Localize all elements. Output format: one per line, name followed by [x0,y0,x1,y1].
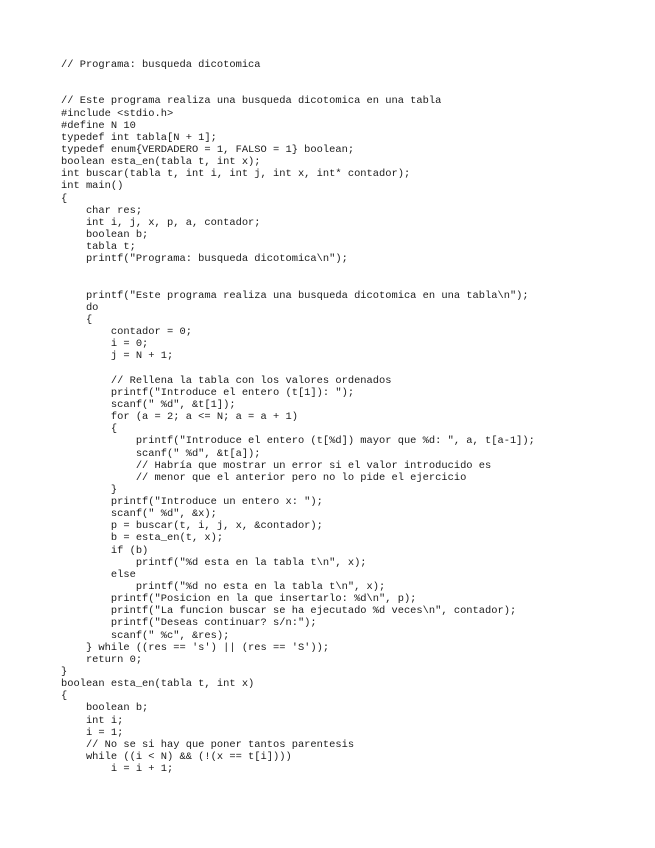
code-line: printf("Introduce el entero (t[%d]) mayor que %d: ", a, t[a-1]); [61,435,535,448]
code-line: { [61,313,93,326]
code-line: // Este programa realiza una busqueda dicotomica en una tabla [61,95,442,108]
code-line: // Habría que mostrar un error si el valor introducido es [61,459,492,472]
code-line: scanf(" %d", &x); [61,508,217,521]
code-line: printf("Introduce un entero x: "); [61,496,323,509]
code-line: contador = 0; [61,326,192,339]
code-line: boolean b; [61,228,149,241]
code-line: #define N 10 [61,119,136,132]
code-line: printf("%d esta en la tabla t\n", x); [61,556,367,569]
code-line: } while ((res == 's') || (res == 'S')); [61,641,330,654]
code-line: typedef enum{VERDADERO = 1, FALSO = 1} boolean; [61,143,355,156]
code-line: #include <stdio.h> [61,107,174,120]
code-line: return 0; [61,653,143,666]
code-line: printf("La funcion buscar se ha ejecutado %d veces\n", contador); [61,605,517,618]
code-line: printf("Introduce el entero (t[1]): "); [61,386,355,399]
code-line [61,278,535,290]
code-line: boolean b; [61,702,149,715]
code-line [61,83,535,95]
code-line: // menor que el anterior pero no lo pide el ejercicio [61,471,467,484]
code-line [61,71,535,83]
code-line: int i; [61,714,124,727]
code-line: i = 0; [61,338,149,351]
code-line: scanf(" %c", &res); [61,629,230,642]
code-line: } [61,666,68,679]
code-line: boolean esta_en(tabla t, int x) [61,678,255,691]
code-line: i = i + 1; [61,763,174,776]
code-line: printf("Deseas continuar? s/n:"); [61,617,317,630]
code-line: // Rellena la tabla con los valores ordenados [61,374,392,387]
code-line: printf("%d no esta en la tabla t\n", x); [61,581,386,594]
code-line: scanf(" %d", &t[1]); [61,398,236,411]
source-code-listing [61,59,535,775]
code-line: { [61,192,68,205]
code-line: boolean esta_en(tabla t, int x); [61,156,261,169]
code-line: int i, j, x, p, a, contador; [61,216,261,229]
code-line: int buscar(tabla t, int i, int j, int x, int* contador); [61,168,411,181]
code-line: j = N + 1; [61,350,174,363]
code-line: printf("Este programa realiza una busqueda dicotomica en una tabla\n"); [61,289,529,302]
code-line: printf("Programa: busqueda dicotomica\n"); [61,253,348,266]
code-line: char res; [61,204,143,217]
code-line: printf("Posicion en la que insertarlo: %d\n", p); [61,593,417,606]
code-line: scanf(" %d", &t[a]); [61,447,261,460]
code-line: tabla t; [61,241,136,254]
code-line: int main() [61,180,124,193]
code-line: b = esta_en(t, x); [61,532,224,545]
code-line: typedef int tabla[N + 1]; [61,131,217,144]
code-line: // Programa: busqueda dicotomica [61,59,261,71]
code-line: i = 1; [61,726,124,739]
code-line: { [61,690,68,703]
code-line [61,265,535,277]
code-line: // No se si hay que poner tantos parentesis [61,738,355,751]
code-line: while ((i < N) && (!(x == t[i]))) [61,751,292,764]
code-line: p = buscar(t, i, j, x, &contador); [61,520,323,533]
code-line: if (b) [61,544,149,557]
code-line: else [61,568,136,581]
code-line: for (a = 2; a <= N; a = a + 1) [61,411,298,424]
code-line: { [61,423,118,436]
code-line [61,363,535,375]
code-line: } [61,483,118,496]
code-line: do [61,301,99,314]
